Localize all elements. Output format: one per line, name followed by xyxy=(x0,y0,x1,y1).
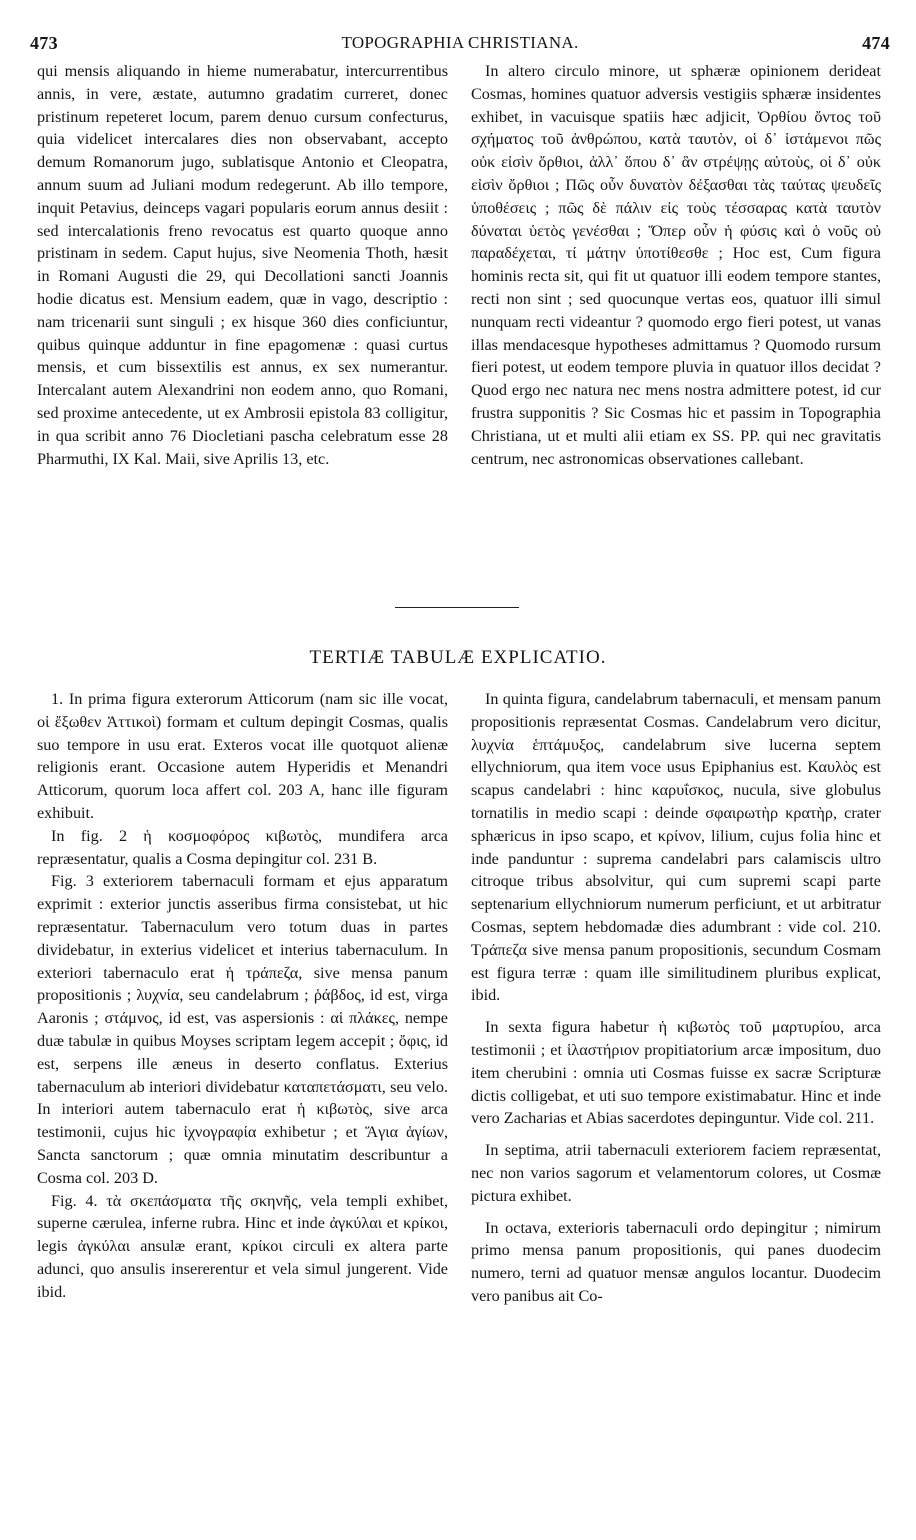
running-title: TOPOGRAPHIA CHRISTIANA. xyxy=(341,33,579,52)
lower-right-column xyxy=(471,688,881,1308)
paragraph: Fig. 3 exteriorem tabernaculi formam et ejus apparatum exprimit : exterior junctis asseribus firma consistebat, ut hic repræsentatur. Tabernaculum vero totum duas in partes dividebatur, in exterius videlicet et interius tabernaculum. In exteriori tabernaculo erat ἡ τράπεζα, sive mensa panum propositionis ; λυχνία, seu candelabrum ; ῥάβδος, id est, virga Aaronis ; στάμνος, id est, vas aspersionis : αἱ πλάκες, nempe duæ tabulæ in quibus Moyses scriptam legem accepit ; ὄφις, id est, serpens ille æneus in deserto conflatus. Exterius tabernaculum ab interiori dividebatur καταπετάσματι, seu velo. In interiori autem tabernaculo erat ἡ κιβωτὸς, sive arca testimonii, cujus hic ἰχνογραφία exhibetur ; et Ἅγια ἁγίων, Sancta sanctorum ; quæ omnia minutatim describuntur a Cosma col. 203 D. xyxy=(37,872,448,1187)
lower-left-column xyxy=(37,688,448,1304)
upper-left-column xyxy=(37,60,448,470)
paragraph: In octava, exterioris tabernaculi ordo depingitur ; nimirum primo mensa panum propositionis, qui panes duodecim numero, terni ad quatuor mensæ angulos locantur. Duodecim vero panibus ait Co- xyxy=(471,1218,881,1305)
paragraph: In fig. 2 ἡ κοσμοφόρος κιβωτὸς, mundifera arca repræsentatur, qualis a Cosma depingitur col. 231 B. xyxy=(37,826,448,868)
section-divider xyxy=(395,607,519,608)
paragraph: In quinta figura, candelabrum tabernaculi, et mensam panum propositionis repræsentat Cosmas. Candelabrum vero dicitur, λυχνία ἑπτάμυξος, candelabrum sive lucerna septem ellychniorum, qua item voce usus Epiphanius est. Καυλὸς est scapus candelabri : hinc καρυΐσκος, nucula, sive globulus tornatilis in medio scapi : deinde σφαιρωτὴρ κρατὴρ, crater sphæricus in ipso scapo, et κρίνον, lilium, cujus folia hinc et inde panduntur : suprema candelabri pars calamiscis ultro citroque tribus absolvitur, qui cum supremi scapi parte septenarium ellychniorum numerum perficiunt, et ut arbitratur Cosmas, septem hebdomadæ dies adumbrant : vide col. 210. Τράπεζα sive mensa panum propositionis, secundum Cosmam est figura terræ : quam ille similitudinem pluribus explicat, ibid. xyxy=(471,690,881,1005)
paragraph: In sexta figura habetur ἡ κιβωτὸς τοῦ μαρτυρίου, arca testimonii ; et ἱλαστήριον propitiatorium arcæ impositum, duo item cherubini : omnia uti Cosmas fuisse ex sacræ Scripturæ dictis colligebat, et uti suo tempore existimabatur. Hinc et inde vero Zacharias et Abias sacerdotes depinguntur. Vide col. 211. xyxy=(471,1018,881,1128)
paragraph: qui mensis aliquando in hieme numerabatur, intercurrentibus annis, in vere, æstate, autumno gradatim curreret, donec pristinum repeteret locum, parem denuo cursum confecturus, quia videlicet intercalares dies non observabant, accepto demum Romanorum jugo, sublatisque Antonio et Cleopatra, annum suum ad Juliani modum redegerunt. Ab illo tempore, inquit Petavius, deinceps vagari popularis eorum annus desiit : sed intercalationis freno revocatus est quarto quoque anno pristinam in sedem. Caput hujus, sive Neomenia Thoth, hæsit in Romani Augusti die 29, qui Decollationi sancti Joannis hodie dicatus est. Mensium eadem, quæ in vago, descriptio : nam tricenarii sunt singuli ; ex hisque 360 dies conficiuntur, quibus quinque adduntur in fine epagomenæ : quasi curtus mensis, et cum bissextilis est annus, ex sex numerantur. Intercalant autem Alexandrini non eodem anno, quo Romani, sed proxime antecedente, ut ex Ambrosii epistola 83 colligitur, in qua scribit anno 76 Diocletiani pascha celebratum esse 28 Pharmuthi, IX Kal. Maii, sive Aprilis 13, etc. xyxy=(37,62,448,468)
paragraph: In altero circulo minore, ut sphæræ opinionem derideat Cosmas, homines quatuor adversis vestigiis sphæræ insidentes exhibet, in vacuisque spatiis hæc adjicit, Ὀρθίου ὄντος τοῦ σχήματος τοῦ ἀνθρώπου, κατὰ ταυτὸν, οἱ δ᾽ ἱστάμενοι πῶς οὐκ εἰσὶν ὄρθιοι, ἀλλ᾽ ὅπου δ᾽ ἂν στρέψῃς αὐτοὺς, οἱ δ᾽ οὐκ εἰσὶν ὄρθιοι ; Πῶς οὖν δυνατὸν δέξασθαι τὰς ταύτας ψευδεῖς ὑποθέσεις ; πῶς δὲ πάλιν εἰς τοὺς τέσσαρας κατὰ ταυτὸν δύναται ὑετὸς γενέσθαι ; Ὅπερ οὖν ἡ φύσις καὶ ὁ νοῦς οὐ παραδέχεται, τί μάτην ὑποτίθεσθε ; Hoc est, Cum figura hominis recta sit, qui fit ut quatuor illi eodem tempore stantes, recti non sint ; sed quocunque vertas eos, quatuor illi simul nunquam recti videantur ? quomodo ergo fieri potest, ut vanas illas mendacesque hypotheses admittamus ? Quomodo rursum fieri potest, ut eodem tempore pluvia in quatuor illos decidat ? Quod ergo nec natura nec mens nostra admittere potest, id cur frustra supponitis ? Sic Cosmas hic et passim in Topographia Christiana, ut et multi alii etiam ex SS. PP. qui nec gravitatis centrum, nec astronomicas observationes callebant. xyxy=(471,62,881,468)
page-number-left: 473 xyxy=(30,33,58,53)
paragraph: In septima, atrii tabernaculi exteriorem faciem repræsentat, nec non varios sagorum et velamentorum colores, ut Cosmæ pictura exhibet. xyxy=(471,1141,881,1205)
page-number-right: 474 xyxy=(862,33,890,53)
paragraph: 1. In prima figura exterorum Atticorum (nam sic ille vocat, οἱ ἔξωθεν Ἀττικοὶ) formam et cultum depingit Cosmas, qualis suo tempore in usu erat. Exteros vocat ille quotquot alienæ religionis erant. Occasione autem Hyperidis et Menandri Atticorum, quorum loca affert col. 203 A, hanc ille figuram exhibuit. xyxy=(37,690,448,822)
page-header xyxy=(30,33,890,59)
upper-right-column xyxy=(471,60,881,470)
section-title: TERTIÆ TABULÆ EXPLICATIO. xyxy=(309,647,607,668)
paragraph: Fig. 4. τὰ σκεπάσματα τῆς σκηνῆς, vela templi exhibet, superne cærulea, inferne rubra. Hinc et inde ἀγκύλαι et κρίκοι, legis ἀγκύλαι ansulæ erant, κρίκοι circuli ex altera parte adunci, quo ansulis insererentur et vela simul jungerent. Vide ibid. xyxy=(37,1191,448,1301)
